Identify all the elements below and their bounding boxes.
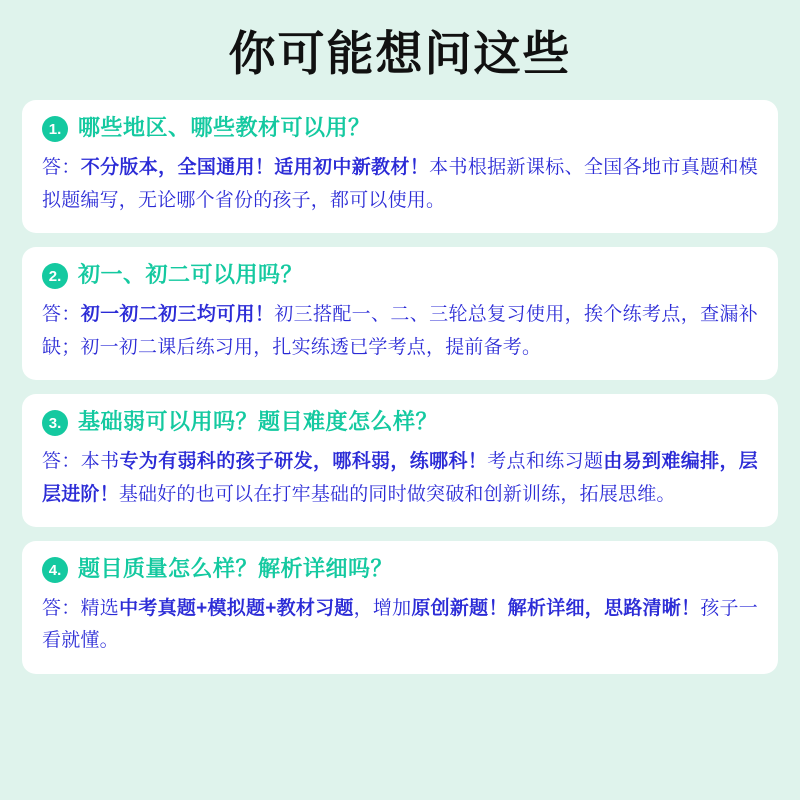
answer-emphasis: 由易到难编排，层层进阶！ <box>42 450 759 505</box>
page-title: 你可能想问这些 <box>228 27 572 80</box>
answer-segment: 孩子一看就懂。 <box>42 597 758 652</box>
answer-emphasis: 专为有弱科的孩子研发，哪科弱，练哪科！ <box>119 450 488 472</box>
answer-segment: 本书根据新课标、全国各地市真题和模拟题编写，无论哪个省份的孩子，都可以使用。 <box>42 156 758 211</box>
answer-emphasis: 中考真题+模拟题+教材习题 <box>119 597 354 619</box>
question-text: 初一、初二可以用吗？ <box>78 262 304 288</box>
faq-card-1 <box>22 100 778 233</box>
answer-label: 答： <box>42 450 81 472</box>
answer-text <box>42 152 758 217</box>
question-row <box>42 261 758 290</box>
question-number-badge: 1. <box>42 116 68 142</box>
answer-text <box>42 446 758 511</box>
answer-segment: 基础好的也可以在打牢基础的同时做突破和创新训练，拓展思维。 <box>118 483 676 505</box>
question-number-badge: 3. <box>42 410 68 436</box>
answer-text <box>42 593 758 658</box>
answer-label: 答： <box>42 597 81 619</box>
answer-segment: ，增加 <box>353 597 412 619</box>
answer-segment: 初三搭配一、二、三轮总复习使用，挨个练考点，查漏补缺；初一初二课后练习用，扎实练透已学考点，提前备考。 <box>42 303 758 358</box>
question-row <box>42 114 758 143</box>
question-text: 基础弱可以用吗？题目难度怎么样？ <box>78 409 439 435</box>
answer-segment: 考点和练习题 <box>487 450 604 472</box>
answer-emphasis: 初一初二初三均可用！ <box>80 303 275 325</box>
question-row <box>42 555 758 584</box>
answer-segment: 精选 <box>80 597 120 619</box>
answer-emphasis: 不分版本，全国通用！适用初中新教材！ <box>80 156 430 178</box>
answer-emphasis: 原创新题！解析详细，思路清晰！ <box>411 597 701 619</box>
answer-label: 答： <box>42 303 81 325</box>
question-number-badge: 4. <box>42 557 68 583</box>
question-text: 题目质量怎么样？解析详细吗？ <box>78 556 394 582</box>
question-row <box>42 408 758 437</box>
faq-list <box>22 100 778 674</box>
faq-card-4 <box>22 541 778 674</box>
faq-card-3 <box>22 394 778 527</box>
faq-card-2 <box>22 247 778 380</box>
question-text: 哪些地区、哪些教材可以用？ <box>78 115 371 141</box>
answer-text <box>42 299 758 364</box>
question-number-badge: 2. <box>42 263 68 289</box>
answer-segment: 本书 <box>80 450 120 472</box>
answer-label: 答： <box>42 156 81 178</box>
